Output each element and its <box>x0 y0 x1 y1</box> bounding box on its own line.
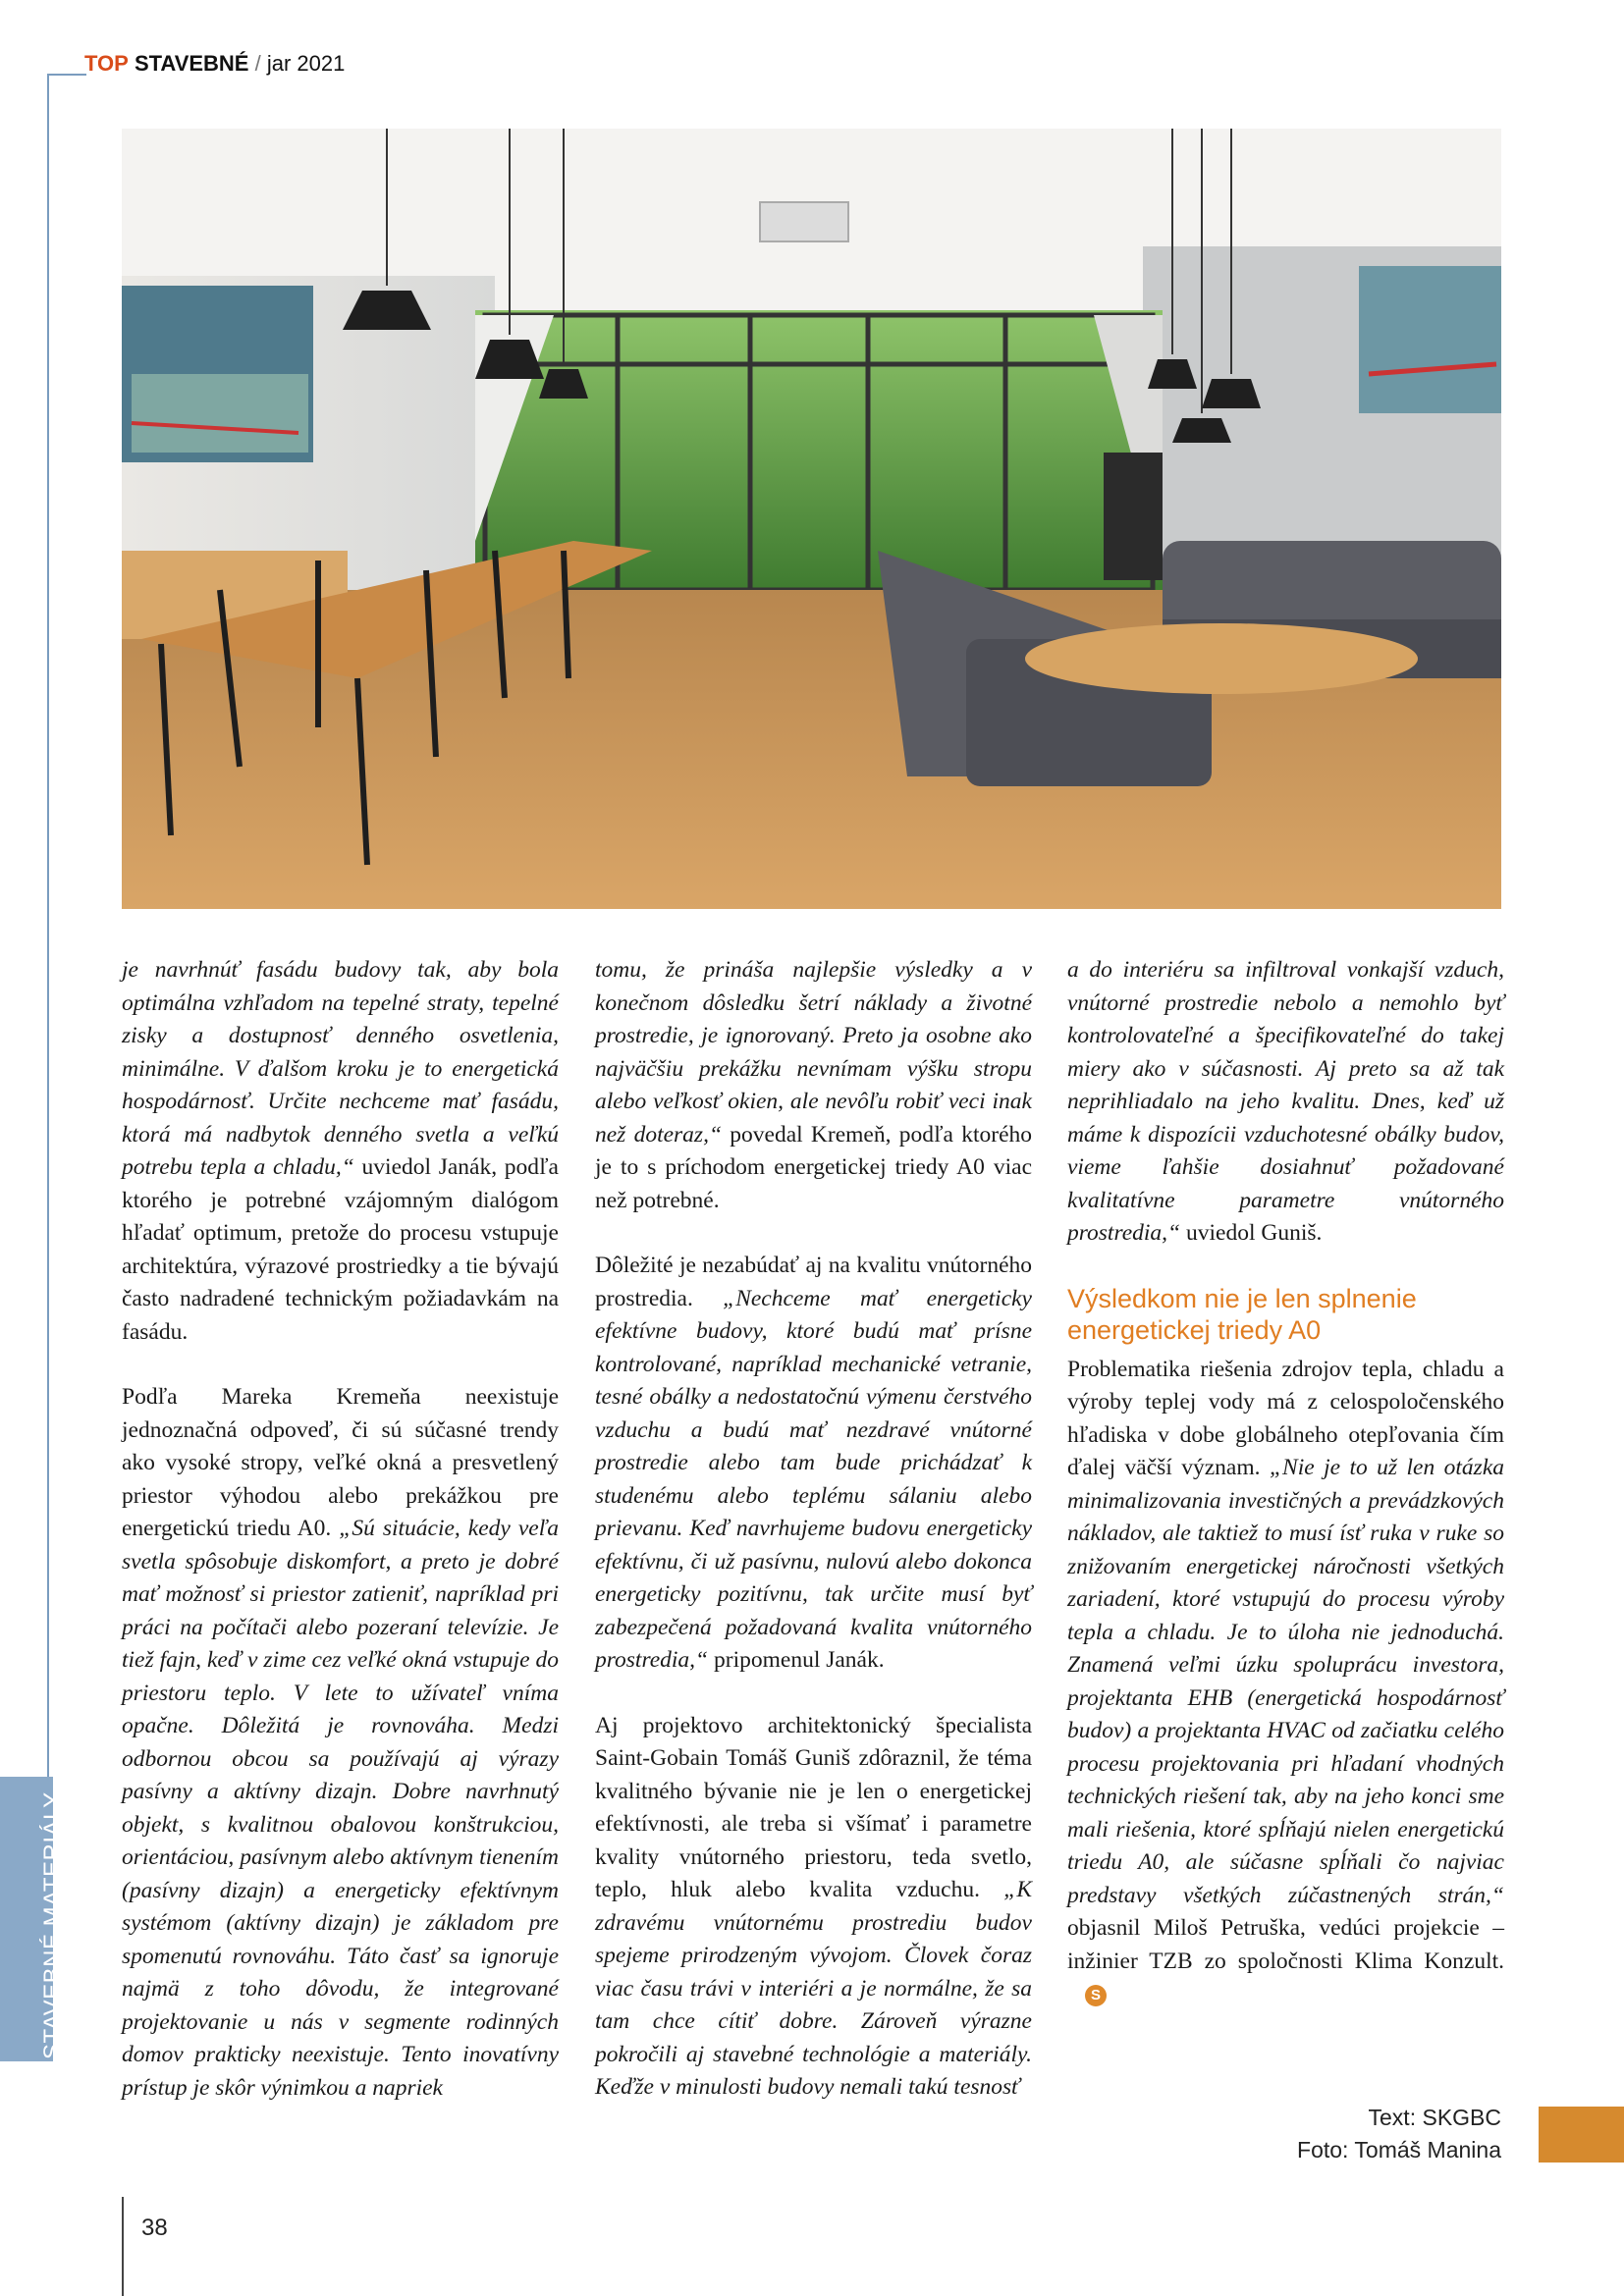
text-credit: Text: SKGBC <box>1368 2105 1501 2130</box>
text-column-2 <box>595 954 1032 2137</box>
column3-paragraph <box>1067 1354 1504 2011</box>
quote-text: tomu, že prináša najlepšie výsledky a v konečnom dôsledku šetrí náklady a životné prostredie, je ignorovaný. Preto ja osobne ako najväčšiu prekážku nevnímam výšku stropu alebo veľkosť okien, ale nevôľu robiť veci inak než doteraz,“ <box>595 957 1032 1148</box>
brand-name: STAVEBNÉ <box>134 51 249 76</box>
body-text: Problematika riešenia zdrojov tepla, chladu a výroby teplej vody má z celospoločenského hľadiska v dobe globálneho otepľovania čím ďalej väčší význam. <box>1067 1356 1504 1480</box>
column3-intro <box>1067 954 1504 1251</box>
quote-text: je navrhnúť fasádu budovy tak, aby bola optimálna vzhľadom na tepelné straty, tepelné zisky a dostupnosť denného osvetlenia, minimálne. V ďalšom kroku je to energetická hospodárnosť. Určite nechceme mať fasádu, ktorá má nadbytok denného svetla a veľkú potrebu tepla a chladu,“ <box>122 957 559 1180</box>
text-column-3 <box>1067 954 1504 2044</box>
paragraph <box>1067 954 1504 1251</box>
frame-line-bottom <box>122 2197 124 2296</box>
body-text: Aj projektovo architektonický špecialista Saint-Gobain Tomáš Guniš zdôraznil, že téma kvalitného bývanie nie je len o energetickej efektívnosti, ale treba si všímať i parametre kvality vnútorného priestoru, teda svetlo, teplo, hluk alebo kvalita vzduchu. <box>595 1712 1032 1902</box>
body-text: uviedol Guniš. <box>1186 1220 1323 1246</box>
credits <box>1297 2102 1501 2166</box>
quote-text: „Sú situácie, kedy veľa svetla spôsobuje diskomfort, a preto je dobré mať možnosť si priestor zatieniť, napríklad pri práci na počítači alebo pozeraní televízie. Je tiež fajn, keď v zime cez veľké okná vstupuje do priestoru teplo. V lete to užívateľ vníma opačne. Dôležitá je rovnováha. Medzi odbornou obcou sa používajú aj výrazy pasívny a aktívny dizajn. Dobre navrhnutý objekt, s kvalitnou obalovou konštrukciou, orientáciou, pasívnym alebo aktívnym tienením (pasívny dizajn) a energeticky efektívnym systémom (aktívny dizajn) je základom pre spomenutú rovnováhu. Táto časť sa ignoruje najmä z toho dôvodu, že integrované projektovanie u nás v segmente rodinných domov prakticky neexistuje. Tento inovatívny prístup je skôr výnimkou a napriek <box>122 1516 559 2101</box>
brand-top: TOP <box>84 51 129 76</box>
body-text: uviedol Janák, podľa ktorého je potrebné vzájomným dialógom hľadať optimum, pretože do procesu vstupuje architektúra, výrazové prostriedky a tie bývajú často nadradené technickým požiadavkám na fasádu. <box>122 1154 559 1345</box>
paragraph <box>595 1710 1032 2105</box>
frame-line-top <box>47 74 86 76</box>
frame-line-left <box>47 74 49 1777</box>
paragraph <box>122 1381 559 2105</box>
paragraph <box>595 1250 1032 1678</box>
text-column-1 <box>122 954 559 2137</box>
quote-text: „Nie je to už len otázka minimalizovania investičných a prevádzkových nákladov, ale taktiež to musí ísť ruka v ruke so znižovaním energetickej náročnosti všetkých zariadení, ktoré vstupujú do procesu výroby tepla a chladu. Je to úloha nie jednoduchá. Znamená veľmi úzku spoluprácu investora, projektanta EHB (energetická hospodárnosť budov) a projektanta HVAC od začiatku celého procesu projektovania pri hľadaní vhodných technických riešení tak, aby na jeho konci sme mali riešenia, ktoré spĺňajú nielen energetickú triedu A0, ale súčasne spĺňali čo najviac predstavy všetkých zúčastnených strán,“ <box>1067 1455 1504 1908</box>
accent-block <box>1539 2107 1624 2163</box>
issue-label: jar 2021 <box>266 51 346 76</box>
running-header <box>84 51 345 77</box>
interior-photo <box>122 129 1501 909</box>
body-text: objasnil Miloš Petruška, vedúci projekcie – inžinier TZB zo spoločnosti Klima Konzult. <box>1067 1915 1504 1974</box>
body-text: pripomenul Janák. <box>714 1647 885 1673</box>
section-label: STAVEBNÉ MATERIÁLY <box>39 1791 66 2059</box>
section-subheading: Výsledkom nie je len splnenie energetickej triedy A0 <box>1067 1283 1417 1345</box>
quote-text: a do interiéru sa infiltroval vonkajší vzduch, vnútorné prostredie nebolo a nemohlo byť kontrolovateľné a špecifikovateľné do takej miery ako v súčasnosti. Aj preto sa až tak neprihliadalo na jeho kvalitu. Dnes, keď už máme k dispozícii vzduchotesné obálky budov, vieme ľahšie dosiahnuť požadované kvalitatívne parametre vnútorného prostredia,“ <box>1067 957 1504 1246</box>
page-number: 38 <box>141 2215 168 2241</box>
body-text: Podľa Mareka Kremeňa neexistuje jednoznačná odpoveď, či sú súčasné trendy ako vysoké stropy, veľké okná a presvetlený priestor výhodou alebo prekážkou pre energetickú triedu A0. <box>122 1384 559 1541</box>
body-text: povedal Kremeň, podľa ktorého je to s príchodom energetickej triedy A0 viac než potrebné. <box>595 1121 1032 1213</box>
body-text: Dôležité je nezabúdať aj na kvalitu vnútorného prostredia. <box>595 1253 1032 1311</box>
quote-text: „K zdravému vnútornému prostrediu budov spejeme prirodzeným vývojom. Človek čoraz viac času trávi v interiéri a je normálne, že sa tam chce cítiť dobre. Zároveň výrazne pokročili aj stavebné technológie a materiály. Keďže v minulosti budovy nemali takú tesnosť <box>595 1877 1032 2100</box>
header-separator: / <box>254 51 261 76</box>
paragraph <box>122 954 559 1349</box>
paragraph <box>595 954 1032 1217</box>
quote-text: „Nechceme mať energeticky efektívne budovy, ktoré budú mať prísne kontrolované, napríklad mechanické vetranie, tesné obálky a nedostatočnú výmenu čerstvého vzduchu a budú mať nezdravé vnútorné prostredie alebo tam bude prichádzať k studenému alebo teplému sálaniu alebo prievanu. Keď navrhujeme budovu energeticky efektívnu, či už pasívnu, nulovú alebo dokonca energeticky pozitívnu, tak určite musí byť zabezpečená požadovaná kvalita vnútorného prostredia,“ <box>595 1285 1032 1673</box>
photo-credit: Foto: Tomáš Manina <box>1297 2137 1501 2163</box>
end-mark-icon: S <box>1085 1985 1107 2006</box>
